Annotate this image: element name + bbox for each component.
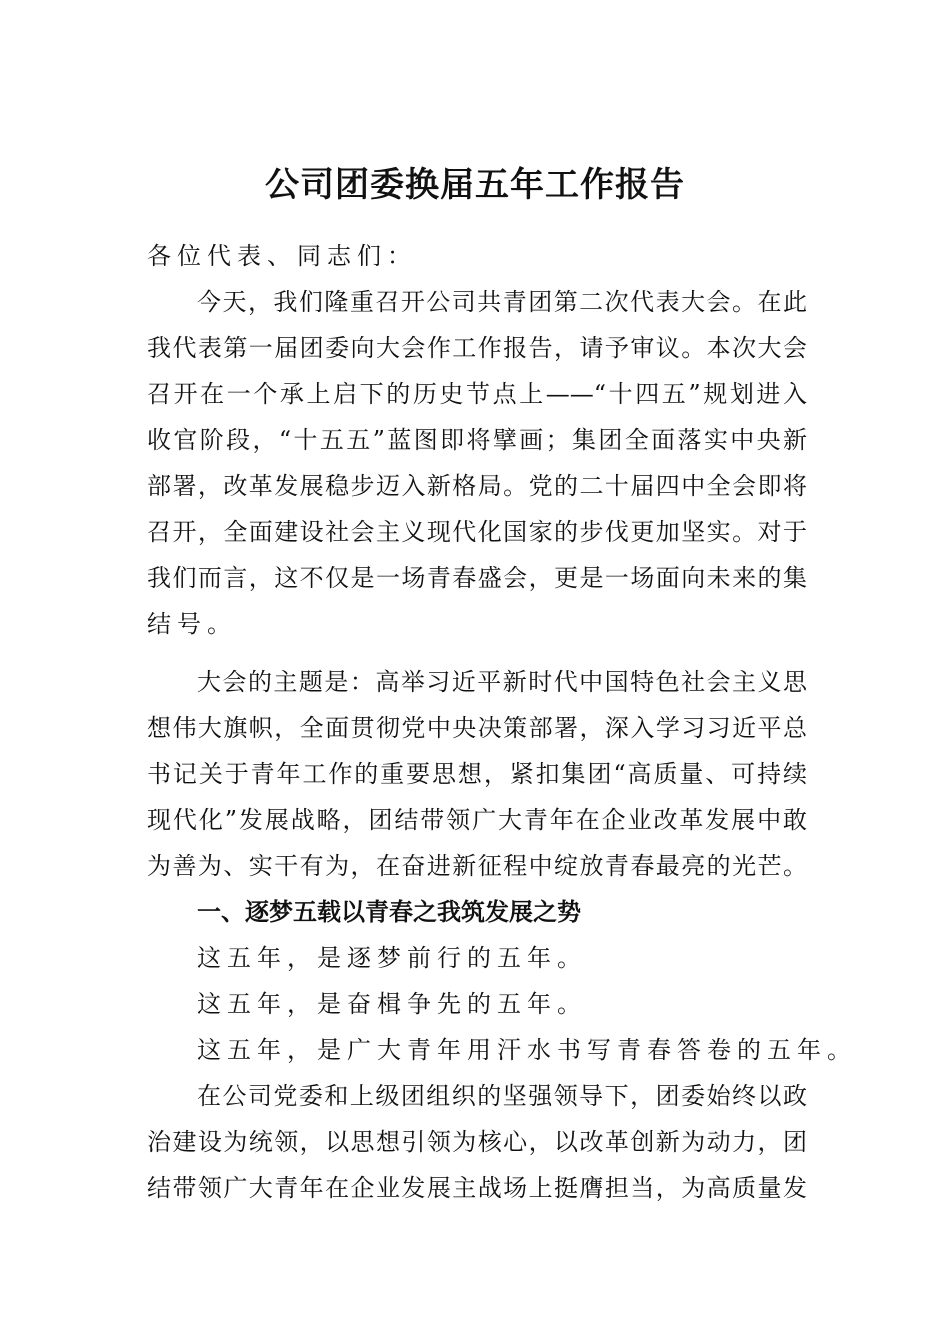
text-line: 我们而言，这不仅是一场青春盛会，更是一场面向未来的集: [147, 564, 807, 592]
text-line: 治建设为统领，以思想引领为核心，以改革创新为动力，团: [147, 1128, 807, 1156]
text-line: 召开在一个承上启下的历史节点上——“十四五”规划进入: [147, 380, 807, 408]
text-line: 结号。: [147, 610, 237, 638]
section-heading: 一、逐梦五载以青春之我筑发展之势: [197, 897, 581, 926]
paragraph-opening: [147, 279, 807, 647]
text-line: 为善为、实干有为，在奋进新征程中绽放青春最亮的光芒。: [147, 852, 807, 880]
document-body: [147, 233, 857, 1211]
paragraph-leadership: [147, 1073, 807, 1211]
paragraph-theme: [147, 659, 807, 889]
short-paragraph: 这五年，是广大青年用汗水书写青春答卷的五年。: [197, 1036, 857, 1064]
text-line: 想伟大旗帜，全面贯彻党中央决策部署，深入学习习近平总: [147, 714, 807, 742]
text-line: 我代表第一届团委向大会作工作报告，请予审议。本次大会: [147, 334, 807, 362]
text-line: 收官阶段，“十五五”蓝图即将擘画；集团全面落实中央新: [147, 426, 807, 454]
text-line: 结带领广大青年在企业发展主战场上挺膺担当，为高质量发: [147, 1174, 807, 1202]
short-paragraph: 这五年，是奋楫争先的五年。: [197, 990, 587, 1018]
short-paragraph: 这五年，是逐梦前行的五年。: [197, 944, 587, 972]
salutation: 各位代表、同志们：: [147, 242, 417, 270]
text-line: 书记关于青年工作的重要思想，紧扣集团“高质量、可持续: [147, 760, 807, 788]
text-line: 在公司党委和上级团组织的坚强领导下，团委始终以政: [197, 1082, 807, 1110]
text-line: 现代化”发展战略，团结带领广大青年在企业改革发展中敢: [147, 806, 807, 834]
document-title: 公司团委换届五年工作报告: [265, 165, 685, 205]
text-line: 召开，全面建设社会主义现代化国家的步伐更加坚实。对于: [147, 518, 807, 546]
text-line: 部署，改革发展稳步迈入新格局。党的二十届四中全会即将: [147, 472, 807, 500]
text-line: 大会的主题是：高举习近平新时代中国特色社会主义思: [197, 668, 807, 696]
text-line: 今天，我们隆重召开公司共青团第二次代表大会。在此: [197, 288, 807, 316]
